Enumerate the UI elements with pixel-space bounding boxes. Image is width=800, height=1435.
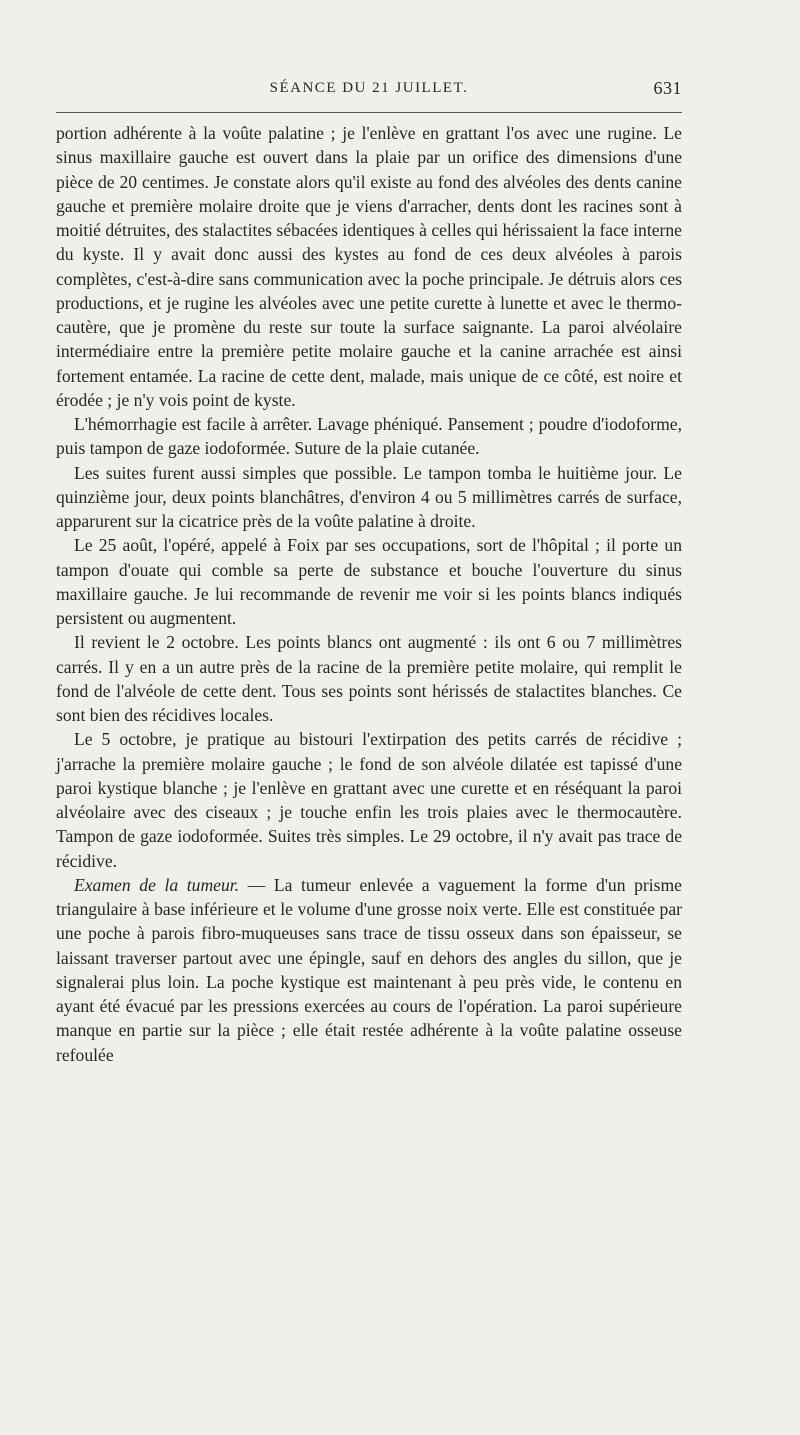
paragraph-hemorrhagie: L'hémorrhagie est facile à arrêter. Lavage phéniqué. Pansement ; poudre d'iodoforme, puis tampon de gaze iodoformée. Suture de la plaie cutanée.: [56, 414, 682, 459]
body-text: [56, 121, 682, 1067]
paragraph-25-aout: Le 25 août, l'opéré, appelé à Foix par ses occupations, sort de l'hôpital ; il porte un tampon d'ouate qui comble sa perte de substance et bouche l'ouverture du sinus maxillaire gauche. Je lui recommande de revenir me voir si les points blancs indiqués persistent ou augmentent.: [56, 535, 682, 628]
section-lead-examen: Examen de la tumeur.: [74, 874, 240, 895]
paragraph-examen-text: — La tumeur enlevée a vaguement la forme d'un prisme triangulaire à base inférieure et le volume d'une grosse noix verte. Elle est constituée par une poche à parois fibro-muqueuses sans trace de tissu osseux dans son épaisseur, se laissant traverser partout avec une épingle, sauf en dehors des angles du sillon, que je signalerai plus loin. La poche kystique est maintenant à peu près vide, le contenu en ayant été évacué par les pressions exercées au cours de l'opération. La paroi supérieure manque en partie sur la pièce ; elle était restée adhérente à la voûte palatine osseuse refoulée: [56, 874, 682, 1065]
header-rule: [56, 112, 682, 113]
paragraph-examen: [56, 873, 682, 1067]
paragraph-2-octobre: Il revient le 2 octobre. Les points blancs ont augmenté : ils ont 6 ou 7 millimètres carrés. Il y en a un autre près de la racine de la première petite molaire, qui remplit le fond de l'alvéole de cette dent. Tous ses points sont hérissés de stalactites blanches. Ce sont bien des récidives locales.: [56, 632, 682, 725]
paragraph-5-octobre: Le 5 octobre, je pratique au bistouri l'extirpation des petits carrés de récidive ; j'arrache la première molaire gauche ; le fond de son alvéole dilatée est tapissé d'une paroi kystique blanche ; je l'enlève en grattant avec une curette et en réséquant la paroi alvéolaire avec des ciseaux ; je touche enfin les trois plaies avec le thermocautère. Tampon de gaze iodoformée. Suites très simples. Le 29 octobre, il n'y avait pas trace de récidive.: [56, 729, 682, 871]
paragraph-suites: Les suites furent aussi simples que possible. Le tampon tomba le huitième jour. Le quinzième jour, deux points blanchâtres, d'environ 4 ou 5 millimètres carrés de surface, apparurent sur la cicatrice près de la voûte palatine à droite.: [56, 462, 682, 531]
running-head: [56, 78, 682, 100]
running-title: SÉANCE DU 21 JUILLET.: [269, 80, 469, 96]
paragraph-continuation: portion adhérente à la voûte palatine ; je l'enlève en grattant l'os avec une rugine. Le sinus maxillaire gauche est ouvert dans la plaie par un orifice des dimensions d'une pièce de 20 centimes. Je constate alors qu'il existe au fond des alvéoles des dents canine gauche et première molaire droite que je viens d'arracher, dents dont les racines sont à moitié détruites, des stalactites sébacées identiques à celles qui hérissaient la face interne du kyste. Il y avait donc aussi des kystes au fond de ces deux alvéoles à parois complètes, c'est-à-dire sans communication avec la poche principale. Je détruis alors ces productions, et je rugine les alvéoles avec une petite curette à lunette et avec le thermo-cautère, que je promène du reste sur toute la surface saignante. La paroi alvéolaire intermédiaire entre la première petite molaire gauche et la canine arrachée est ainsi fortement entamée. La racine de cette dent, malade, mais unique de ce côté, est noire et érodée ; je n'y vois point de kyste.: [56, 123, 682, 410]
page-number: 631: [653, 78, 682, 98]
